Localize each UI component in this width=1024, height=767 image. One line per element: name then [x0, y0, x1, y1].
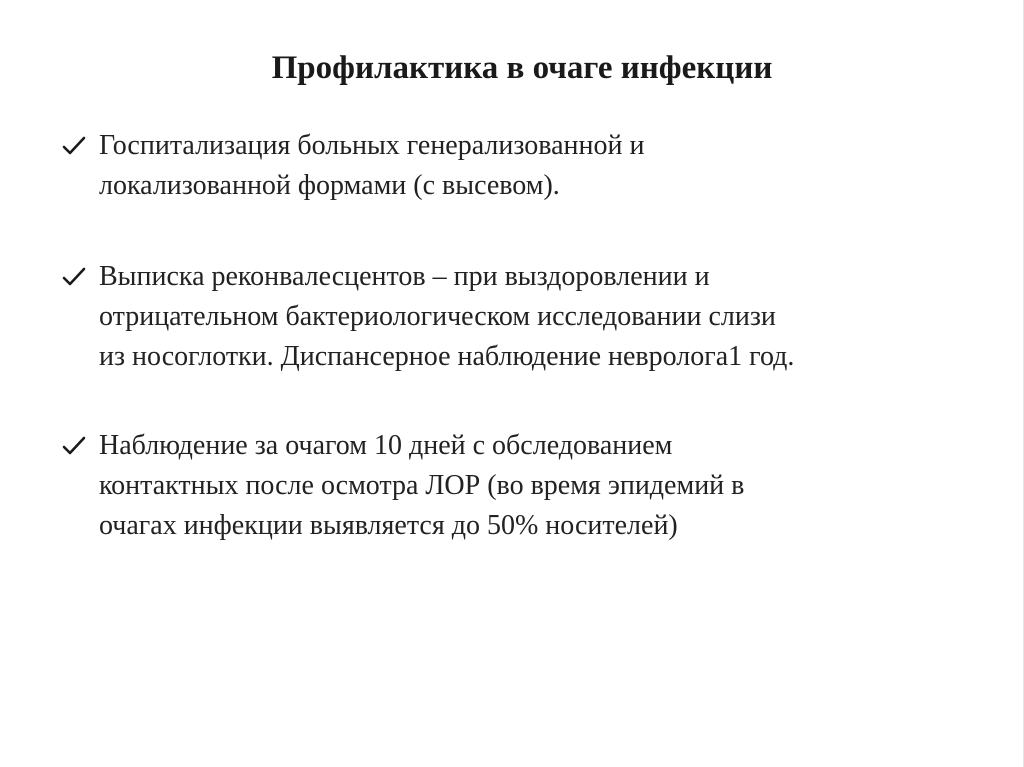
checkmark-icon: [62, 126, 90, 166]
bullet-line: очагах инфекции выявляется до 50% носителей): [99, 510, 678, 541]
bullet-line: Наблюдение за очагом 10 дней с обследованием: [99, 430, 673, 461]
bullet-line: контактных после осмотра ЛОР (во время эпидемий в: [99, 470, 745, 501]
bullet-line: Госпитализация больных генерализованной и: [99, 130, 645, 161]
bullet-line: локализованной формами (с высевом).: [99, 170, 560, 201]
slide-title: Профилактика в очаге инфекции: [271, 50, 773, 86]
checkmark-icon: [62, 426, 90, 466]
bullet-item-hospitalization: [62, 126, 962, 206]
bullet-line: Выписка реконвалесцентов – при выздоровлении и: [99, 261, 710, 292]
bullet-item-discharge: [62, 257, 962, 377]
bullet-list: [62, 126, 962, 546]
checkmark-icon: [62, 257, 90, 297]
bullet-item-observation: [62, 426, 962, 546]
bullet-line: из носоглотки. Диспансерное наблюдение невролога1 год.: [99, 341, 795, 372]
bullet-line: отрицательном бактериологическом исследовании слизи: [99, 301, 776, 332]
